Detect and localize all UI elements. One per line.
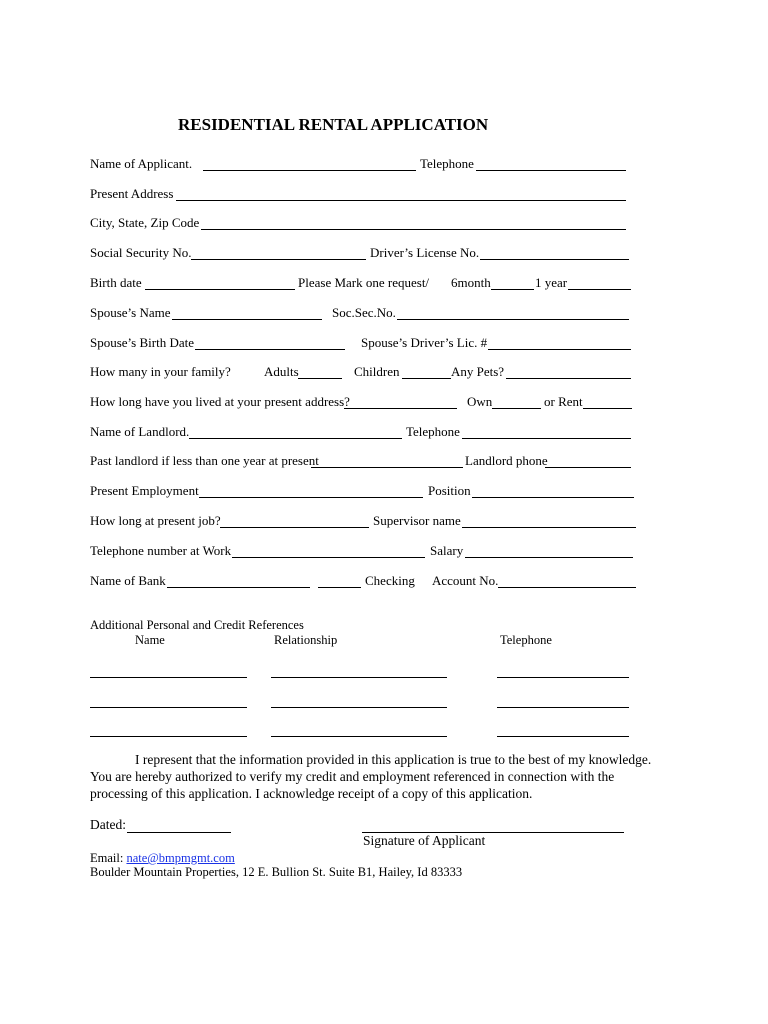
email-link[interactable]: nate@bmpmgmt.com (126, 851, 235, 865)
page-title: RESIDENTIAL RENTAL APPLICATION (178, 115, 489, 134)
employment-label: Present Employment (90, 483, 199, 498)
job-duration-field[interactable] (220, 527, 369, 528)
reference-2-telephone-field[interactable] (497, 707, 629, 708)
own-field[interactable] (492, 408, 541, 409)
spouse-birth-date-label: Spouse’s Birth Date (90, 335, 194, 350)
reference-3-relationship-field[interactable] (271, 736, 447, 737)
account-number-field[interactable] (498, 587, 636, 588)
spouse-ssn-label: Soc.Sec.No. (332, 305, 396, 320)
landlord-name-label: Name of Landlord. (90, 424, 190, 439)
position-label: Position (428, 483, 471, 498)
ssn-field[interactable] (191, 259, 366, 260)
past-landlord-field[interactable] (311, 467, 463, 468)
adults-field[interactable] (298, 378, 342, 379)
reference-3-telephone-field[interactable] (497, 736, 629, 737)
family-size-label: How many in your family? (90, 364, 231, 379)
reference-1-telephone-field[interactable] (497, 677, 629, 678)
dated-field[interactable] (127, 832, 231, 833)
spouse-license-label: Spouse’s Driver’s Lic. # (361, 335, 488, 350)
adults-label: Adults (264, 364, 299, 379)
reference-2-name-field[interactable] (90, 707, 247, 708)
rent-field[interactable] (583, 408, 632, 409)
spouse-ssn-field[interactable] (397, 319, 629, 320)
ssn-label: Social Security No. (90, 245, 192, 260)
children-field[interactable] (402, 378, 451, 379)
salary-field[interactable] (465, 557, 633, 558)
spouse-name-field[interactable] (172, 319, 322, 320)
statement-line-3: processing of this application. I acknowledge receipt of a copy of this application. (90, 786, 533, 801)
reference-1-relationship-field[interactable] (271, 677, 447, 678)
past-landlord-phone-label: Landlord phone (465, 453, 548, 468)
present-address-label: Present Address (90, 186, 174, 201)
company-address: Boulder Mountain Properties, 12 E. Bullion St. Suite B1, Hailey, Id 83333 (90, 865, 463, 879)
six-month-field[interactable] (491, 289, 534, 290)
spouse-name-label: Spouse’s Name (90, 305, 171, 320)
spouse-license-field[interactable] (488, 349, 631, 350)
one-year-label: 1 year (535, 275, 568, 290)
drivers-license-field[interactable] (480, 259, 629, 260)
reference-3-name-field[interactable] (90, 736, 247, 737)
authorization-statement (90, 751, 680, 802)
references-telephone-header: Telephone (500, 633, 552, 647)
references-heading: Additional Personal and Credit References (90, 618, 304, 632)
supervisor-field[interactable] (462, 527, 636, 528)
reference-1-name-field[interactable] (90, 677, 247, 678)
birth-date-label: Birth date (90, 275, 142, 290)
pets-field[interactable] (506, 378, 631, 379)
statement-line-2: You are hereby authorized to verify my credit and employment referenced in connection with the (90, 769, 615, 784)
present-address-field[interactable] (176, 200, 626, 201)
landlord-telephone-label: Telephone (406, 424, 460, 439)
salary-label: Salary (430, 543, 464, 558)
supervisor-label: Supervisor name (373, 513, 461, 528)
own-label: Own (467, 394, 493, 409)
birth-date-field[interactable] (145, 289, 295, 290)
past-landlord-phone-field[interactable] (545, 467, 631, 468)
spouse-birth-date-field[interactable] (195, 349, 345, 350)
pets-label: Any Pets? (451, 364, 505, 379)
applicant-name-label: Name of Applicant. (90, 156, 193, 171)
bank-name-label: Name of Bank (90, 573, 166, 588)
telephone-field[interactable] (476, 170, 626, 171)
account-number-label: Account No. (432, 573, 499, 588)
residence-duration-field[interactable] (344, 408, 457, 409)
telephone-label: Telephone (420, 156, 474, 171)
checking-field[interactable] (318, 587, 361, 588)
signature-label: Signature of Applicant (363, 833, 486, 848)
references-relationship-header: Relationship (274, 633, 338, 647)
work-phone-label: Telephone number at Work (90, 543, 232, 558)
dated-label: Dated: (90, 817, 126, 832)
lease-request-label: Please Mark one request/ (298, 275, 430, 290)
drivers-license-label: Driver’s License No. (370, 245, 480, 260)
checking-label: Checking (365, 573, 415, 588)
employment-field[interactable] (199, 497, 423, 498)
applicant-name-field[interactable] (203, 170, 416, 171)
residence-duration-label: How long have you lived at your present address? (90, 394, 350, 409)
city-state-zip-label: City, State, Zip Code (90, 215, 200, 230)
job-duration-label: How long at present job? (90, 513, 221, 528)
work-phone-field[interactable] (232, 557, 425, 558)
past-landlord-label: Past landlord if less than one year at present (90, 453, 319, 468)
position-field[interactable] (472, 497, 634, 498)
rent-label: or Rent (544, 394, 583, 409)
children-label: Children (354, 364, 400, 379)
city-state-zip-field[interactable] (201, 229, 626, 230)
bank-name-field[interactable] (167, 587, 310, 588)
landlord-telephone-field[interactable] (462, 438, 631, 439)
one-year-field[interactable] (568, 289, 631, 290)
statement-line-1: I represent that the information provided in this application is true to the best of my knowledge. (135, 752, 652, 767)
six-month-label: 6month (451, 275, 491, 290)
references-name-header: Name (135, 633, 165, 647)
landlord-name-field[interactable] (189, 438, 402, 439)
reference-2-relationship-field[interactable] (271, 707, 447, 708)
email-label: Email: (90, 851, 124, 865)
